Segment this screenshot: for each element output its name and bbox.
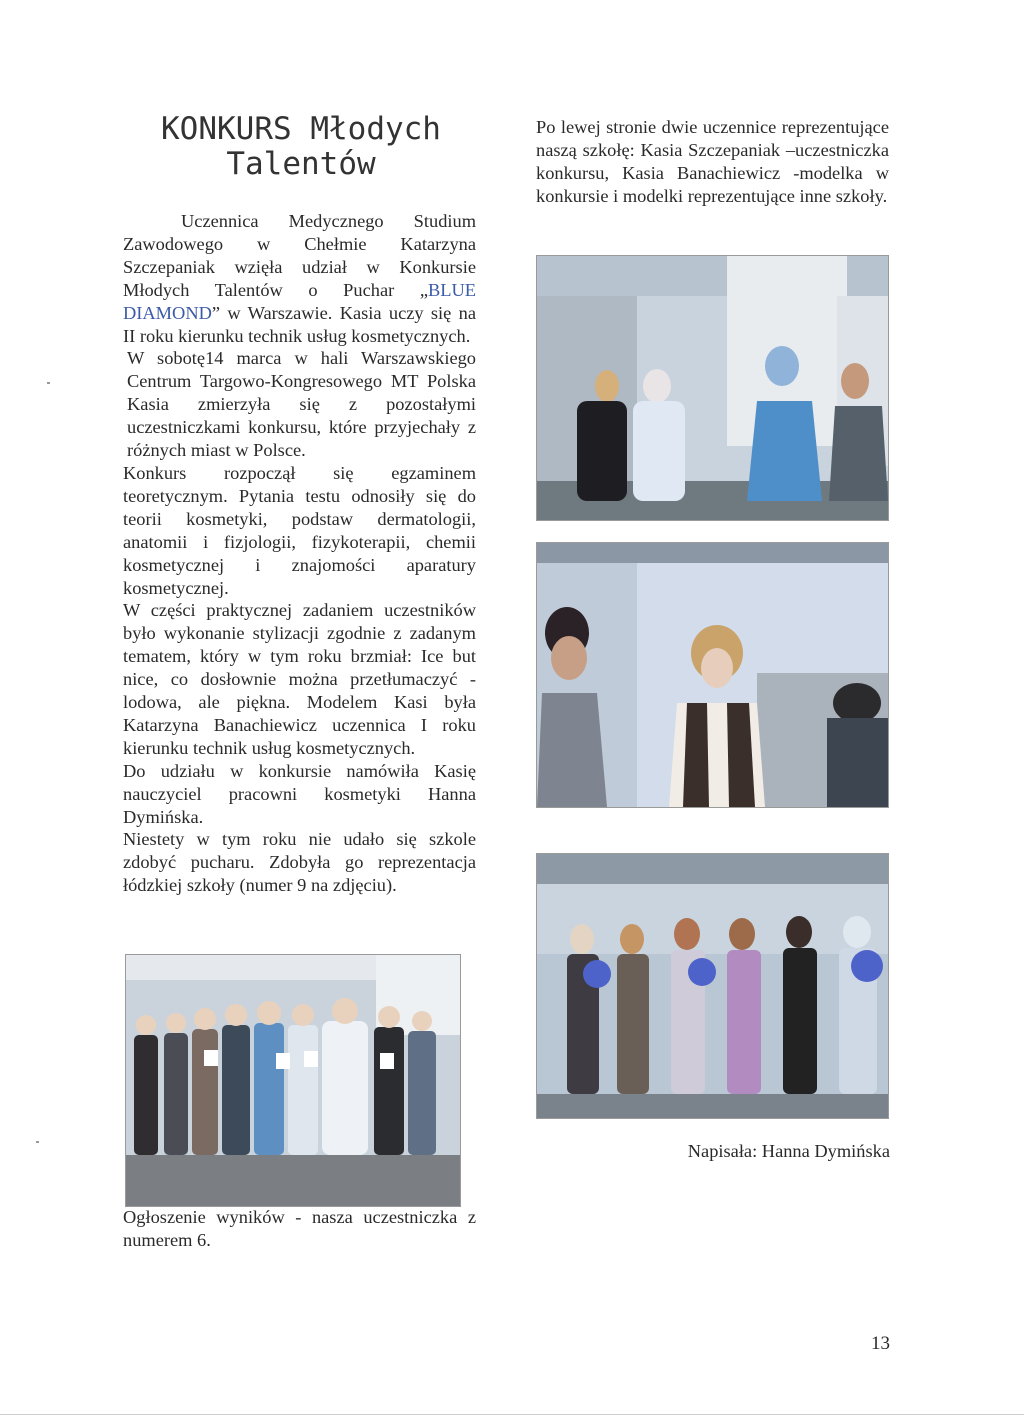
author-line: Napisała: Hanna Dymińska — [687, 1141, 890, 1161]
paragraph-5: Do udziału w konkursie namówiła Kasię nauczyciel pracowni kosmetyki Hanna Dymińska. — [123, 760, 476, 827]
article-title: KONKURS Młodych Talentów — [161, 111, 441, 182]
photo-contestants-booth — [536, 255, 889, 521]
scan-speck — [36, 1141, 39, 1143]
photo-models-stage — [536, 542, 889, 808]
article-body — [123, 210, 476, 897]
paragraph-1: Uczennica Medycznego Studium Zawodowego w Chełmie Katarzyna Szczepaniak wzięła udział w Konkursie Młodych Talentów o Puchar „BLUE DIAMOND” w Warszawie. Kasia uczy się na II roku kierunku technik usług kosmetycznych. — [123, 211, 476, 346]
paragraph-6: Niestety w tym roku nie udało się szkole zdobyć pucharu. Zdobyła go reprezentacja łódzkiej szkoły (numer 9 na zdjęciu). — [123, 829, 476, 896]
photo-caption-intro: Po lewej stronie dwie uczennice reprezentujące naszą szkołę: Kasia Szczepaniak –uczestniczka konkursu, Kasia Banachiewicz -modelka w konkursie i modelki reprezentujące inne szkoły. — [536, 117, 889, 206]
paragraph-3: Konkurs rozpoczął się egzaminem teoretycznym. Pytania testu odnosiły się do teorii kosmetyki, podstaw dermatologii, anatomii i fizjologii, fizykoterapii, chemii kosmetycznej i znajomości aparatury kosmetycznej. — [123, 462, 476, 598]
contest-name: BLUE DIAMOND — [123, 279, 476, 323]
photo-results-announcement — [125, 954, 461, 1207]
scan-speck — [47, 382, 50, 384]
page-number: 13 — [871, 1333, 890, 1354]
photo-award-ceremony — [536, 853, 889, 1119]
bottom-edge-line — [0, 1414, 1024, 1415]
paragraph-2: W sobotę14 marca w hali Warszawskiego Centrum Targowo-Kongresowego MT Polska Kasia zmierzyła się z pozostałymi uczestniczkami konkursu, które przyjechały z różnych miast w Polsce. — [127, 348, 476, 461]
photo-caption-results: Ogłoszenie wyników - nasza uczestniczka z numerem 6. — [123, 1207, 476, 1250]
paragraph-4: W części praktycznej zadaniem uczestników było wykonanie stylizacji zgodnie z zadanym tematem, który w tym roku brzmiał: Ice but nice, co dosłownie można przetłumaczyć - lodowa, ale piękna. Modelem Kasi była Katarzyna Banachiewicz uczennica I roku kierunku technik usług kosmetycznych. — [123, 600, 476, 758]
